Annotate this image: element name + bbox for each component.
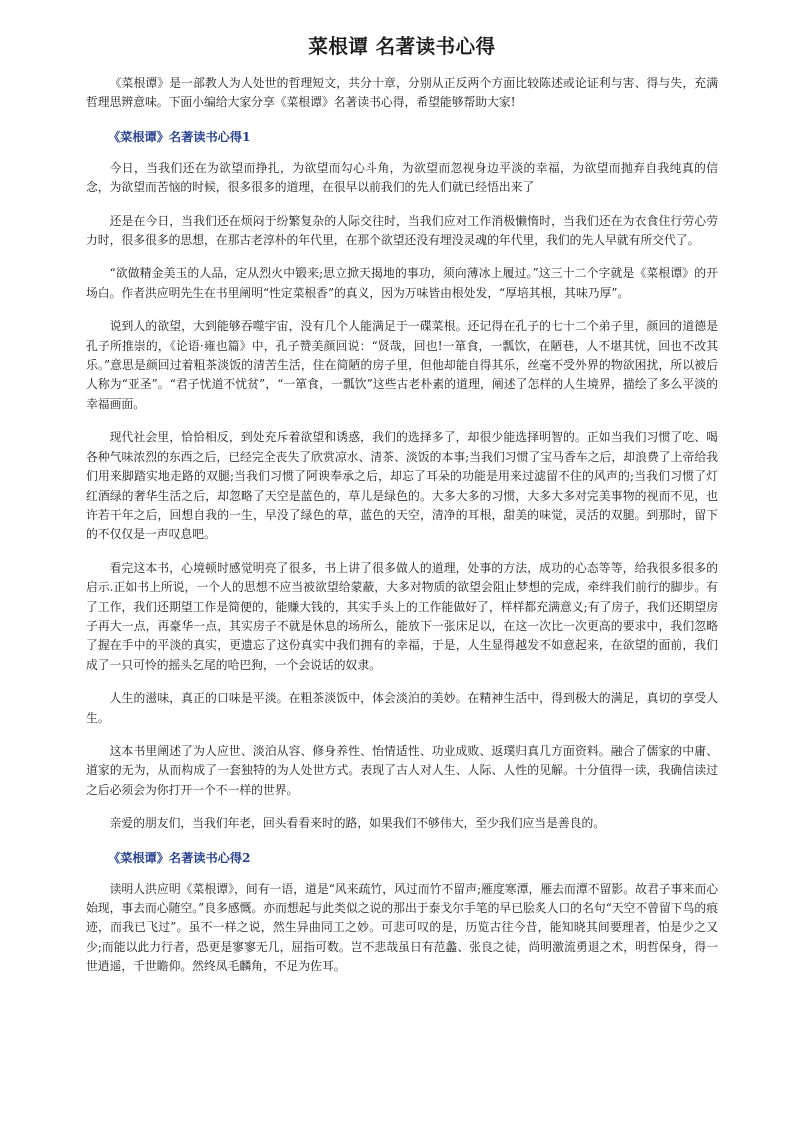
section-1-paragraph-6: 看完这本书，心境顿时感觉明亮了很多，书上讲了很多做人的道理，处事的方法，成功的心态等等，给我很多很多的启示.正如书上所说，一个人的思想不应当被欲望给蒙蔽，大多对物质的欲望会阻止梦想的完成，牵绊我们前行的脚步。有了工作，我们还期望工作是简便的，能赚大钱的，其实手头上的工作能做好了，样样都充满意义;有了房子，我们还期望房子再大一点，再豪华一点，其实房子不就是休息的场所么，能放下一张床足以，在这一次比一次更高的要求中，我们忽略了握在手中的平淡的真实，更遗忘了这份真实中我们拥有的幸福，于是，人生显得越发不如意起来，在欲望的面前，我们成了一只可怜的摇头乞尾的哈巴狗，一个会说话的奴隶。 — [86, 560, 718, 672]
intro-paragraph: 《菜根谭》是一部教人为人处世的哲理短文，共分十章，分别从正反两个方面比较陈述或论证利与害、得与失，充满哲理思辨意味。下面小编给大家分享《菜根谭》名著读书心得，希望能够帮助大家! — [86, 76, 718, 110]
document-title: 菜根谭 名著读书心得 — [308, 35, 496, 58]
section-1-paragraph-5: 现代社会里，恰恰相反，到处充斥着欲望和诱惑，我们的选择多了，却很少能选择明智的。正如当我们习惯了吃、喝各种气味浓烈的东西之后，已经完全丧失了欣赏凉水、清茶、淡饭的本事;当我们习惯了宝马香车之后，却浪费了上帝给我们用来脚踏实地走路的双腿;当我们习惯了阿谀奉承之后，却忘了耳朵的功能是用来过滤留不住的风声的;当我们习惯了灯红酒绿的奢华生活之后，却忽略了天空是蓝色的，草儿是绿色的。大多大多的习惯，大多大多对完美事物的视而不见，也许若干年之后，回想自我的一生，早没了绿色的草，蓝色的天空，清净的耳根，甜美的味觉，灵活的双腿。到那时，留下的不仅仅是一声叹息吧。 — [86, 430, 718, 542]
section-1-paragraph-4: 说到人的欲望，大到能够吞噬宇宙，没有几个人能满足于一碟菜根。还记得在孔子的七十二个弟子里，颜回的道德是孔子所推崇的，《论语·雍也篇》中，孔子赞美颜回说：“贤哉，回也!一箪食，一瓢饮，在陋巷，人不堪其忧，回也不改其乐。”意思是颜回过着粗茶淡饭的清苦生活，住在简陋的房子里，但他却能自得其乐，丝毫不受外界的物欲困扰，所以被后人称为“亚圣”。“君子忧道不忧贫”，“一箪食，一瓢饮”这些古老朴素的道理，阐述了怎样的人生境界，描绘了多么平淡的幸福画面。 — [86, 319, 718, 411]
section-1-paragraph-1: 今日，当我们还在为欲望而挣扎，为欲望而勾心斗角，为欲望而忽视身边平淡的幸福，为欲望而抛弃自我纯真的信念，为欲望而苦恼的时候，很多很多的道理，在很早以前我们的先人们就已经悟出来了 — [86, 160, 718, 195]
section-heading-1: 《菜根谭》名著读书心得1 — [108, 129, 251, 144]
section-1-paragraph-2: 还是在今日，当我们还在烦闷于纷繁复杂的人际交往时，当我们应对工作消极懒惰时，当我们还在为衣食住行劳心劳力时，很多很多的思想，在那古老淳朴的年代里，在那个欲望还没有埋没灵魂的年代里，我们的先人早就有所交代了。 — [86, 213, 718, 248]
section-heading-2: 《菜根谭》名著读书心得2 — [108, 850, 251, 865]
section-1-paragraph-3: “欲做精金美玉的人品，定从烈火中锻来;思立掀天揭地的事功，须向薄冰上履过。”这三十二个字就是《菜根谭》的开场白。作者洪应明先生在书里阐明“性定菜根香”的真义，因为万味皆由根处发，“厚培其根，其味乃厚”。 — [86, 266, 718, 300]
section-1-paragraph-7: 人生的滋味，真正的口味是平淡。在粗茶淡饭中，体会淡泊的美妙。在精神生活中，得到极大的满足，真切的享受人生。 — [86, 691, 718, 725]
section-2-paragraph-1: 读明人洪应明《菜根谭》，间有一语，道是“风来疏竹，风过而竹不留声;雁度寒潭，雁去而潭不留影。故君子事来而心始现，事去而心随空。”良多感慨。亦而想起与此类似之说的那出于泰戈尔手笔的早已脍炙人口的名句“天空不曾留下鸟的痕迹，而我已飞过”。虽不一样之说，然生异曲同工之妙。可悲可叹的是，历览古往今昔，能知晓其间要理者，怕是少之又少;而能以此力行者，恐更是寥寥无几，屈指可数。岂不悲哉虽日有范蠡、张良之徒，尚明激流勇退之术，明哲保身，得一世逍遥，千世瞻仰。然终凤毛麟角，不足为佐耳。 — [86, 881, 718, 974]
section-1-paragraph-9: 亲爱的朋友们，当我们年老，回头看看来时的路，如果我们不够伟大，至少我们应当是善良的。 — [109, 816, 606, 831]
section-1-paragraph-8: 这本书里阐述了为人应世、淡泊从容、修身养性、怡情适性、功业成败、返璞归真几方面资料。融合了儒家的中庸、道家的无为，从而构成了一套独特的为人处世方式。表现了古人对人生、人际、人性的见解。十分值得一读，我确信读过之后必须会为你打开一个不一样的世界。 — [86, 743, 718, 797]
